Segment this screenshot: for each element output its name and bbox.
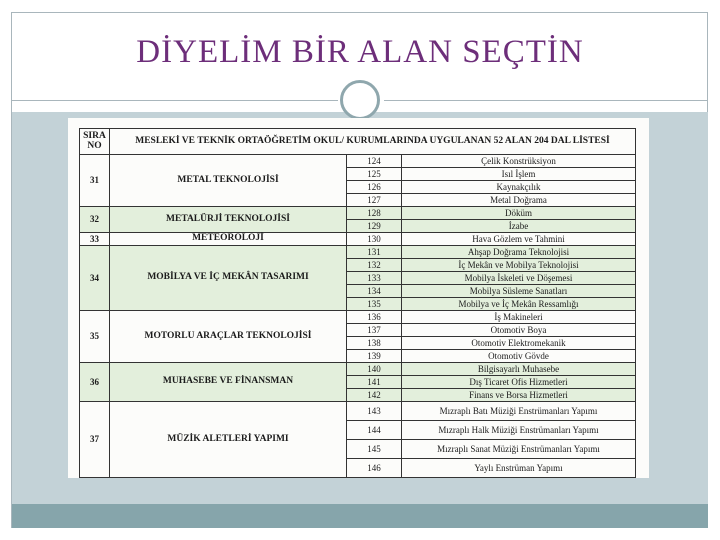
dal-code-cell: 146 — [347, 459, 402, 478]
dal-name-cell: Mobilya ve İç Mekân Ressamlığı — [402, 298, 636, 311]
dal-name-cell: Otomotiv Boya — [402, 324, 636, 337]
dal-code-cell: 140 — [347, 363, 402, 376]
dal-code-cell: 141 — [347, 376, 402, 389]
dal-name-cell: İzabe — [402, 220, 636, 233]
table-row — [80, 155, 636, 168]
circle-ornament — [340, 80, 380, 120]
dal-name-cell: Mızraplı Batı Müziği Enstrümanları Yapımı — [402, 402, 636, 421]
alan-dal-table — [79, 128, 636, 478]
dal-code-cell: 145 — [347, 440, 402, 459]
dal-code-cell: 125 — [347, 168, 402, 181]
table-header-row — [80, 129, 636, 155]
dal-code-cell: 136 — [347, 311, 402, 324]
dal-name-cell: Otomotiv Gövde — [402, 350, 636, 363]
table-body — [80, 155, 636, 478]
alan-name-cell: MUHASEBE VE FİNANSMAN — [110, 363, 347, 402]
dal-name-cell: Mızraplı Sanat Müziği Enstrümanları Yapımı — [402, 440, 636, 459]
alan-name-cell: MOBİLYA VE İÇ MEKÂN TASARIMI — [110, 246, 347, 311]
dal-code-cell: 127 — [347, 194, 402, 207]
dal-code-cell: 126 — [347, 181, 402, 194]
header-title: MESLEKİ VE TEKNİK ORTAÖĞRETİM OKUL/ KURUMLARINDA UYGULANAN 52 ALAN 204 DAL LİSTESİ — [110, 129, 636, 155]
dal-code-cell: 144 — [347, 421, 402, 440]
sira-no-cell: 32 — [80, 207, 110, 233]
dal-code-cell: 133 — [347, 272, 402, 285]
dal-code-cell: 137 — [347, 324, 402, 337]
header-sira-no: SIRA NO — [80, 129, 110, 155]
table-row — [80, 233, 636, 246]
dal-code-cell: 134 — [347, 285, 402, 298]
dal-code-cell: 124 — [347, 155, 402, 168]
dal-name-cell: Çelik Konstrüksiyon — [402, 155, 636, 168]
footer-bar — [12, 504, 708, 528]
dal-code-cell: 130 — [347, 233, 402, 246]
dal-code-cell: 135 — [347, 298, 402, 311]
dal-name-cell: Dış Ticaret Ofis Hizmetleri — [402, 376, 636, 389]
dal-code-cell: 138 — [347, 337, 402, 350]
dal-code-cell: 131 — [347, 246, 402, 259]
table-row — [80, 311, 636, 324]
table-row — [80, 207, 636, 220]
dal-name-cell: İç Mekân ve Mobilya Teknolojisi — [402, 259, 636, 272]
dal-name-cell: Isıl İşlem — [402, 168, 636, 181]
sira-no-cell: 37 — [80, 402, 110, 478]
title-divider-left — [12, 100, 338, 101]
dal-name-cell: Ahşap Doğrama Teknolojisi — [402, 246, 636, 259]
dal-code-cell: 139 — [347, 350, 402, 363]
dal-name-cell: İş Makineleri — [402, 311, 636, 324]
table-row — [80, 402, 636, 421]
alan-name-cell: METEOROLOJİ — [110, 233, 347, 246]
title-divider-right — [384, 100, 708, 101]
dal-name-cell: Döküm — [402, 207, 636, 220]
alan-name-cell: METALÜRJİ TEKNOLOJİSİ — [110, 207, 347, 233]
dal-name-cell: Metal Doğrama — [402, 194, 636, 207]
dal-name-cell: Kaynakçılık — [402, 181, 636, 194]
table-row — [80, 246, 636, 259]
sira-no-cell: 35 — [80, 311, 110, 363]
slide-title: DİYELİM BİR ALAN SEÇTİN — [136, 34, 584, 70]
dal-name-cell: Bilgisayarlı Muhasebe — [402, 363, 636, 376]
dal-name-cell: Mobilya Süsleme Sanatları — [402, 285, 636, 298]
alan-name-cell: METAL TEKNOLOJİSİ — [110, 155, 347, 207]
dal-name-cell: Otomotiv Elektromekanik — [402, 337, 636, 350]
dal-name-cell: Mobilya İskeleti ve Döşemesi — [402, 272, 636, 285]
dal-name-cell: Finans ve Borsa Hizmetleri — [402, 389, 636, 402]
sira-no-cell: 36 — [80, 363, 110, 402]
sira-no-cell: 34 — [80, 246, 110, 311]
table-row — [80, 363, 636, 376]
dal-code-cell: 128 — [347, 207, 402, 220]
alan-name-cell: MÜZİK ALETLERİ YAPIMI — [110, 402, 347, 478]
dal-name-cell: Hava Gözlem ve Tahmini — [402, 233, 636, 246]
sira-no-cell: 31 — [80, 155, 110, 207]
dal-code-cell: 132 — [347, 259, 402, 272]
sira-no-cell: 33 — [80, 233, 110, 246]
dal-code-cell: 142 — [347, 389, 402, 402]
dal-code-cell: 143 — [347, 402, 402, 421]
dal-code-cell: 129 — [347, 220, 402, 233]
alan-name-cell: MOTORLU ARAÇLAR TEKNOLOJİSİ — [110, 311, 347, 363]
dal-name-cell: Yaylı Enstrüman Yapımı — [402, 459, 636, 478]
dal-name-cell: Mızraplı Halk Müziği Enstrümanları Yapımı — [402, 421, 636, 440]
